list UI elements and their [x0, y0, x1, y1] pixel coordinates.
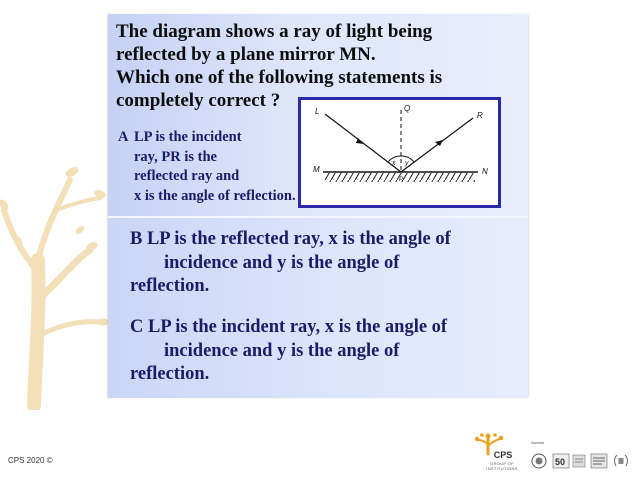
label-l: L	[315, 107, 320, 116]
option-a-line: reflected ray and	[134, 168, 240, 184]
award-50-icon	[552, 452, 570, 470]
award-laurel-icon	[612, 452, 630, 470]
question-line: completely correct ?	[116, 90, 281, 111]
option-c-line: reflection.	[130, 364, 210, 384]
option-b-line: incidence and y is the angle of	[164, 252, 400, 273]
question-panel	[108, 14, 528, 214]
option-a-line: ray, PR is the	[134, 148, 217, 165]
question-line: The diagram shows a ray of light being	[116, 21, 433, 42]
option-b	[130, 228, 525, 299]
option-a-line: x is the angle of reflection.	[134, 187, 296, 204]
reflection-diagram	[298, 97, 501, 208]
slide	[108, 14, 528, 396]
option-c-line: C LP is the incident ray, x is the angle of	[130, 317, 448, 337]
awards-label: Awards	[531, 440, 545, 445]
question-line: reflected by a plane mirror MN.	[116, 44, 376, 65]
option-c-line: incidence and y is the angle of	[164, 340, 400, 361]
copyright-text: CPS 2020 ©	[8, 456, 53, 465]
question-line: Which one of the following statements is	[116, 67, 443, 88]
award-seal-icon	[531, 452, 547, 470]
option-b-line: B LP is the reflected ray, x is the angle of	[130, 229, 451, 249]
label-p: P	[399, 177, 404, 183]
option-b-line: reflection.	[130, 276, 210, 296]
label-q: Q	[404, 104, 411, 113]
option-c	[130, 316, 525, 387]
tree-decoration-icon	[0, 150, 110, 410]
label-x: x	[392, 160, 396, 167]
label-y: y	[405, 160, 409, 167]
options-panel	[108, 216, 528, 398]
label-n: N	[482, 167, 488, 176]
option-a-line: LP is the incident	[134, 129, 242, 145]
award-great-place-icon	[590, 452, 608, 470]
reflected-ray	[401, 118, 473, 172]
logo-subtitle: GROUP OF INSTITUTIONS	[486, 461, 518, 471]
option-a-letter: A	[118, 129, 129, 145]
logo-brand: CPS	[493, 450, 513, 460]
mirror-reflection-diagram	[301, 100, 498, 205]
label-m: M	[313, 165, 320, 174]
svg-text:50: 50	[555, 457, 566, 467]
label-r: R	[477, 111, 483, 120]
award-badge-icon	[572, 452, 586, 470]
